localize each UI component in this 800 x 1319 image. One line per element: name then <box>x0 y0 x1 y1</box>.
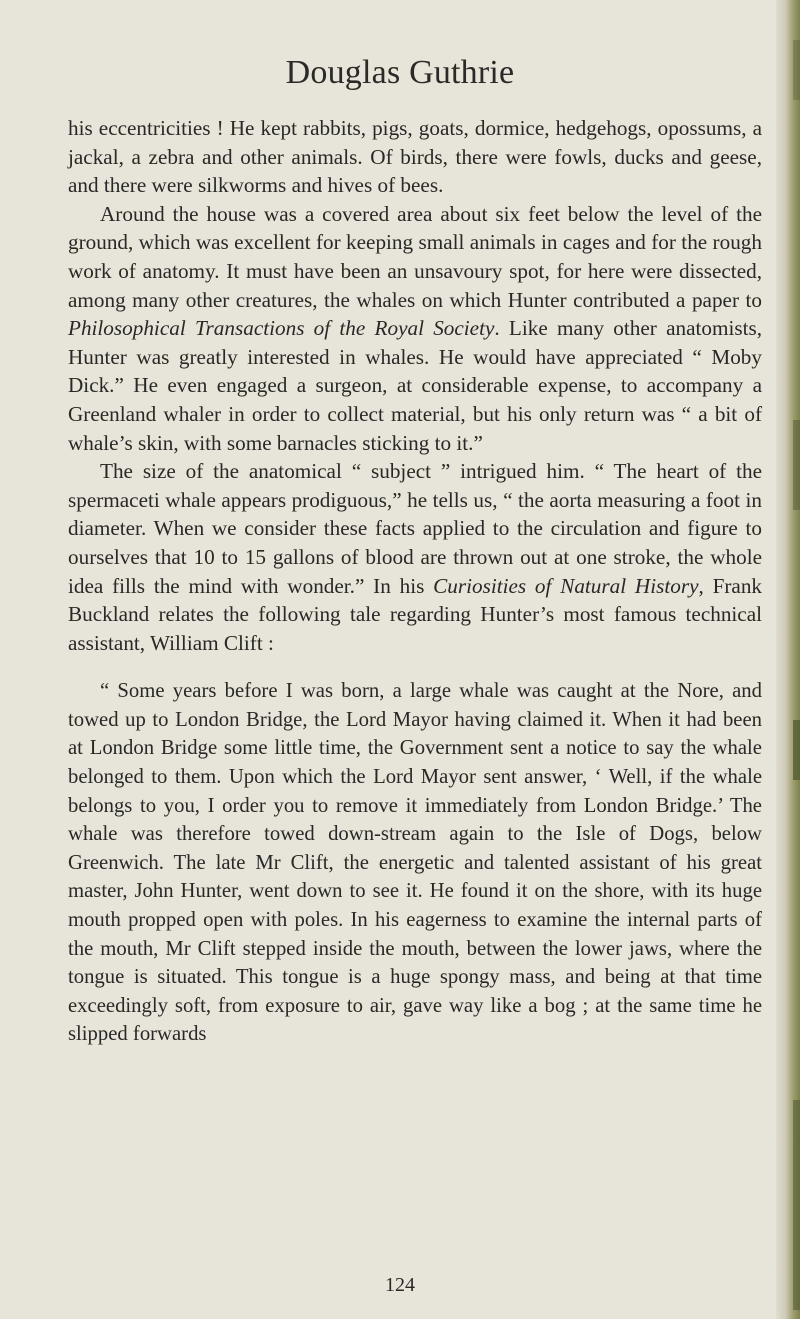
edge-shadow <box>793 420 800 510</box>
journal-title: Philosophical Transactions of the Royal Society <box>68 316 495 341</box>
block-quote: “ Some years before I was born, a large whale was caught at the Nore, and towed up to London Bridge, the Lord Mayor having claimed it. When it had been at London Bridge some little time, the Government sent a notice to say the whale belonged to them. Upon which the Lord Mayor sent answer, ‘ Well, if the whale belongs to you, I order you to remove it immediately from London Bridge.’ The whale was therefore towed down-stream again to the Isle of Dogs, below Greenwich. The late Mr Clift, the energetic and talented assistant of his great master, John Hunter, went down to see it. He found it on the shore, with its huge mouth propped open with poles. In his eagerness to examine the internal parts of the mouth, Mr Clift stepped inside the mouth, between the lower jaws, where the tongue is situated. This tongue is a huge spongy mass, and being at that time exceedingly soft, from exposure to air, gave way like a bog ; at the same time he slipped forwards <box>68 680 762 1046</box>
running-head: Douglas Guthrie <box>285 54 515 91</box>
paragraph-3-text-b: , Frank Buckland relates the following tale regarding Hunter’s most famous technical assistant, William Clift : <box>68 573 763 655</box>
book-title: Curiosities of Natural History <box>433 573 699 598</box>
page-number: 124 <box>385 1274 415 1296</box>
paragraph-1: his eccentricities ! He kept rabbits, pigs, goats, dormice, hedgehogs, opossums, a jackal, a zebra and other animals. Of birds, there were fowls, ducks and geese, and there were silkworms and hives of bees. <box>68 116 762 198</box>
paragraph-2 <box>68 200 762 457</box>
page-body <box>68 114 762 1049</box>
paragraph-2-text-b: . Like many other anatomists, Hunter was greatly interested in whales. He would have appreciated “ Moby Dick.” He even engaged a surgeon, at considerable expense, to accompany a Greenland whaler in order to collect material, but his only return was “ a bit of whale’s skin, with some barnacles sticking to it.” <box>68 316 762 455</box>
paragraph-3 <box>68 457 762 657</box>
paragraph-3-text-a: The size of the anatomical “ subject ” intrigued him. “ The heart of the spermaceti whale appears prodiguous,” he tells us, “ the aorta measuring a foot in diameter. When we consider these facts applied to the circulation and figure to ourselves that 10 to 15 gallons of blood are thrown out at one stroke, the whole idea fills the mind with wonder.” In his <box>68 459 762 598</box>
edge-shadow <box>793 720 800 780</box>
paragraph-2-text-a: Around the house was a covered area about six feet below the level of the ground, which was excellent for keeping small animals in cages and for the rough work of anatomy. It must have been an unsavoury spot, for here were dissected, among many other creatures, the whales on which Hunter contributed a paper to <box>68 201 762 312</box>
page-edge <box>776 0 800 1319</box>
